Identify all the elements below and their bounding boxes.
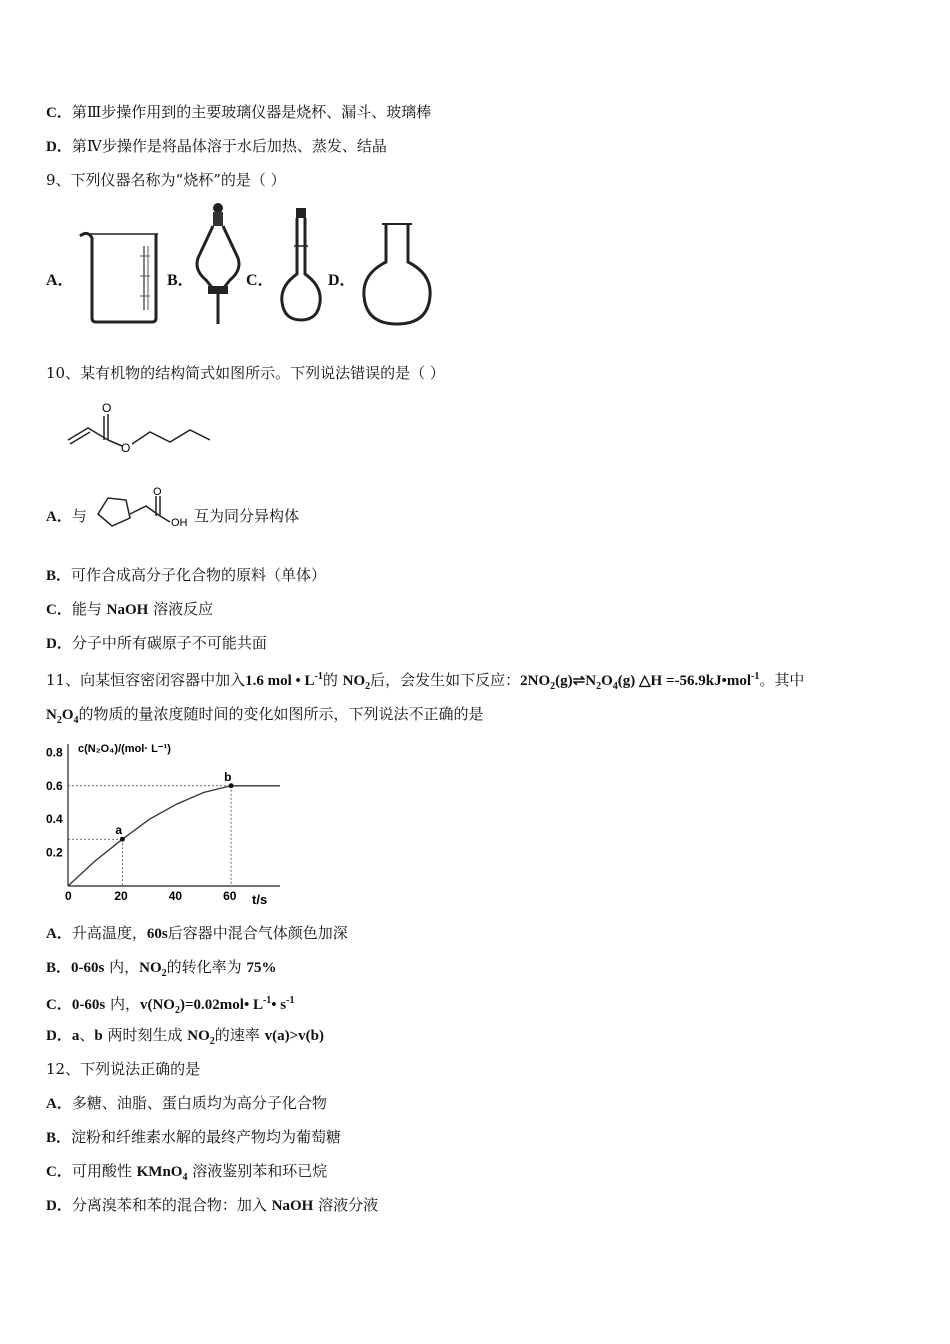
- y-axis-label: c(N₂O₄)/(mol· L⁻¹): [78, 743, 171, 755]
- q10-option-b: [46, 565, 326, 586]
- text: [342, 673, 371, 692]
- option-letter: C．: [46, 997, 72, 1013]
- data-point: [229, 783, 234, 788]
- q11-option-b: [46, 957, 276, 984]
- x-tick-label: 60: [223, 889, 237, 903]
- q9-label-d: D．: [328, 272, 356, 289]
- q11-stem-line2: [46, 704, 484, 731]
- q11-stem-line1: [46, 667, 804, 697]
- text: b: [94, 1028, 103, 1044]
- q8-option-d: [46, 136, 387, 157]
- q12-option-c: [46, 1161, 327, 1188]
- text: 溶液反应: [153, 600, 214, 618]
- text: 溶液分液: [318, 1196, 379, 1214]
- round-bottom-flask-image: [360, 220, 434, 330]
- q11-option-a: [46, 923, 348, 944]
- text: NO: [139, 960, 162, 976]
- text: O: [601, 673, 613, 689]
- text: KMnO: [136, 1164, 183, 1180]
- y-tick-label: 0.6: [46, 778, 63, 793]
- q8-option-c: [46, 102, 431, 123]
- butyl-acrylate-structure: [60, 400, 210, 460]
- text: )=0.02mol• L: [179, 997, 263, 1013]
- text: 2: [596, 681, 602, 692]
- hydroxyl-label: OH: [171, 517, 188, 529]
- text: O: [61, 707, 74, 723]
- text: 4: [612, 681, 618, 692]
- text: 0-60s: [71, 997, 106, 1013]
- text: 升高温度，: [71, 924, 147, 942]
- q9-label-a: A．: [46, 272, 74, 289]
- text: -1: [286, 995, 295, 1006]
- text: [187, 1028, 215, 1047]
- option-text: 淀粉和纤维素水解的最终产物均为葡萄糖: [71, 1128, 342, 1146]
- text: v(a)>v(b): [264, 1028, 324, 1044]
- text: v(NO: [139, 997, 175, 1013]
- option-letter: B．: [46, 1130, 72, 1146]
- option-text: 可作合成高分子化合物的原料（单体）: [71, 566, 327, 584]
- separatory-funnel-image: [192, 200, 244, 330]
- text: 内，: [109, 958, 140, 976]
- y-tick-label: 0.2: [46, 845, 63, 860]
- series-line: [68, 786, 280, 886]
- text: 分离溴苯和苯的混合物：加入: [71, 1196, 267, 1214]
- text: 后，会发生如下反应：: [370, 671, 521, 689]
- text: 2NO: [520, 673, 551, 689]
- q10-option-c: [46, 599, 213, 620]
- option-text: 第Ⅳ步操作是将晶体溶于水后加热、蒸发、结晶: [71, 137, 387, 155]
- text: 4: [73, 715, 79, 726]
- text: 11、向某恒容密闭容器中加入: [46, 671, 246, 689]
- text: N: [46, 707, 57, 723]
- option-letter: B．: [46, 568, 72, 584]
- q10-option-a: [46, 506, 87, 527]
- text: NO: [187, 1028, 210, 1044]
- q11-option-c: [46, 991, 294, 1021]
- text: -1: [262, 995, 272, 1006]
- point-label: a: [115, 823, 123, 838]
- text: 0-60s: [71, 960, 105, 976]
- q10-option-d: [46, 633, 267, 654]
- text: 75%: [246, 960, 277, 976]
- text: 。其中: [759, 671, 805, 689]
- text: NO: [342, 673, 366, 689]
- text: [245, 673, 323, 689]
- option-text: 与: [71, 507, 87, 525]
- text: [46, 707, 79, 726]
- q10-option-a-tail: 互为同分异构体: [194, 507, 300, 525]
- text: (g) △H =-56.9kJ•mol: [617, 673, 751, 689]
- option-letter: D．: [46, 139, 72, 155]
- q9-label-c: C．: [246, 272, 274, 289]
- q11-option-d: [46, 1025, 324, 1052]
- option-letter: C．: [46, 602, 72, 618]
- text: -1: [751, 671, 760, 682]
- beaker-image: [78, 226, 164, 326]
- text: 内，: [109, 995, 140, 1013]
- text: 2: [161, 968, 167, 979]
- text: 2: [550, 681, 556, 692]
- cyclopentylacetic-acid-structure: [90, 484, 196, 536]
- option-letter: C．: [46, 105, 72, 121]
- text: [520, 671, 760, 692]
- option-letter: D．: [46, 1028, 72, 1044]
- text: (g)⇌N: [555, 673, 597, 689]
- text: 的速率: [214, 1026, 260, 1044]
- option-letter: D．: [46, 1198, 72, 1214]
- option-letter: C．: [46, 1164, 72, 1180]
- option-letter: A．: [46, 1096, 72, 1112]
- y-tick-label: 0.4: [46, 812, 63, 827]
- q12-stem: 12、下列说法正确的是: [46, 1060, 201, 1078]
- text: [139, 960, 167, 979]
- y-tick-label: 0.8: [46, 745, 63, 760]
- text: 的物质的量浓度随时间的变化如图所示，下列说法不正确的是: [78, 705, 484, 723]
- text: NaOH: [271, 1198, 314, 1214]
- text: 、: [79, 1026, 95, 1044]
- text: 能与: [71, 600, 102, 618]
- text: [139, 995, 295, 1016]
- option-text: 分子中所有碳原子不可能共面: [71, 634, 267, 652]
- point-label: b: [224, 769, 232, 784]
- text: 60s: [146, 926, 168, 942]
- x-axis-label: t/s: [252, 892, 268, 907]
- text: NaOH: [106, 602, 149, 618]
- x-tick-label: 40: [168, 889, 183, 903]
- oxygen-label: O: [102, 401, 112, 415]
- oxygen-label: O: [153, 486, 162, 498]
- q9-stem: 9、下列仪器名称为“烧杯”的是（ ）: [46, 171, 286, 189]
- q12-option-d: [46, 1195, 378, 1216]
- text: 溶液鉴别苯和环已烷: [192, 1162, 328, 1180]
- text: 2: [209, 1036, 215, 1047]
- text: a: [71, 1028, 80, 1044]
- q10-stem: 10、某有机物的结构简式如图所示。下列说法错误的是（ ）: [46, 364, 445, 382]
- q12-option-b: [46, 1127, 341, 1148]
- option-text: 多糖、油脂、蛋白质均为高分子化合物: [71, 1094, 327, 1112]
- option-letter: A．: [46, 509, 72, 525]
- option-text: 第Ⅲ步操作用到的主要玻璃仪器是烧杯、漏斗、玻璃棒: [71, 103, 432, 121]
- text: 4: [182, 1172, 188, 1183]
- x-tick-label: 0: [65, 889, 72, 903]
- option-letter: B．: [46, 960, 72, 976]
- text: 两时刻生成: [107, 1026, 183, 1044]
- text: -1: [314, 671, 323, 682]
- text: [136, 1164, 188, 1183]
- volumetric-flask-image: [276, 206, 326, 324]
- option-letter: D．: [46, 636, 72, 652]
- text: 可用酸性: [71, 1162, 132, 1180]
- text: 1.6 mol • L: [245, 673, 315, 689]
- text: 2: [56, 715, 62, 726]
- text: 2: [174, 1005, 180, 1016]
- concentration-time-chart: [40, 736, 290, 912]
- x-tick-label: 20: [114, 889, 128, 903]
- option-letter: A．: [46, 926, 72, 942]
- text: 的: [322, 671, 338, 689]
- q9-label-b: B．: [167, 272, 194, 289]
- text: 2: [365, 681, 371, 692]
- text: • s: [271, 997, 287, 1013]
- q12-option-a: [46, 1093, 327, 1114]
- data-point: [120, 837, 125, 842]
- text: 的转化率为: [166, 958, 242, 976]
- text: 后容器中混合气体颜色加深: [167, 924, 348, 942]
- oxygen-label: O: [121, 441, 131, 455]
